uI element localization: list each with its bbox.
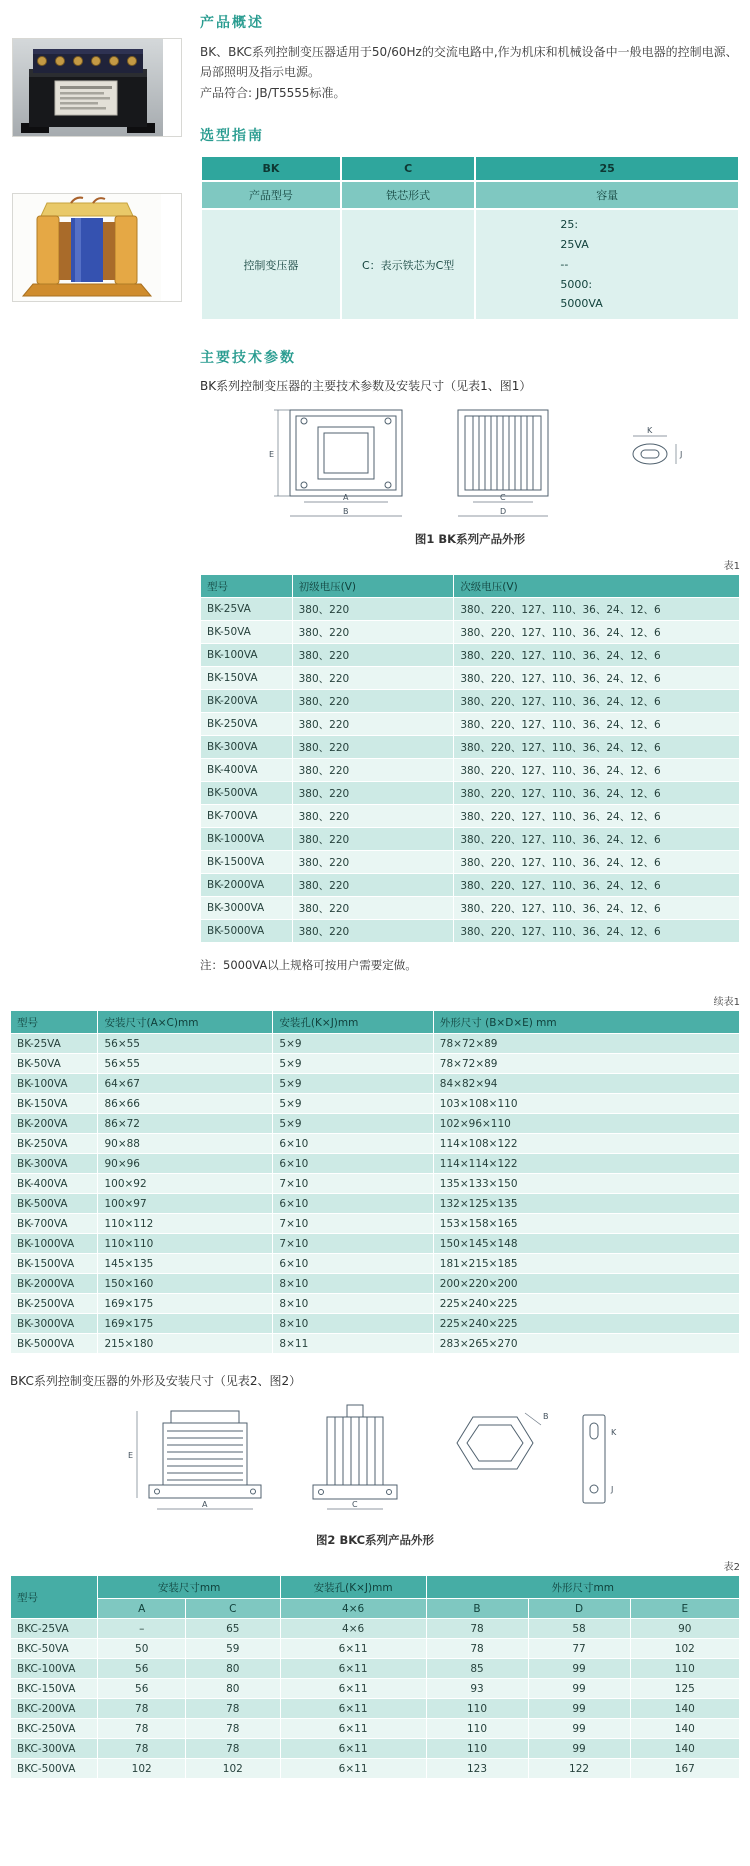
code-25: 25	[475, 156, 739, 181]
dimension-label: E	[128, 1451, 134, 1461]
value-cell: 181×215×185	[433, 1254, 739, 1274]
value-cell: 380、220、127、110、36、24、12、6	[454, 874, 740, 897]
value-cell: 169×175	[98, 1314, 273, 1334]
table-row	[11, 1659, 740, 1679]
value-cell: 380、220、127、110、36、24、12、6	[454, 690, 740, 713]
table-row	[11, 1174, 740, 1194]
subheader-hole: 4×6	[280, 1599, 426, 1619]
value-cell: 380、220、127、110、36、24、12、6	[454, 644, 740, 667]
value-cell: 8×11	[273, 1334, 433, 1354]
model-cell: BKC-200VA	[11, 1699, 98, 1719]
value-cell: 380、220	[292, 920, 454, 943]
value-cell: 6×11	[280, 1679, 426, 1699]
overview-paragraph: BK、BKC系列控制变压器适用于50/60Hz的交流电路中,作为机床和机械设备中一般电器的控制电源、局部照明及指示电源。	[200, 45, 738, 80]
subheader-e: E	[630, 1599, 739, 1619]
value-cell: 380、220、127、110、36、24、12、6	[454, 828, 740, 851]
value-cell: 145×135	[98, 1254, 273, 1274]
value-cell: 167	[630, 1759, 739, 1779]
value-cell: 5×9	[273, 1054, 433, 1074]
value-cell: 380、220	[292, 598, 454, 621]
model-cell: BK-2000VA	[11, 1274, 98, 1294]
table-row	[201, 851, 740, 874]
value-cell: 380、220	[292, 759, 454, 782]
value-cell: 380、220、127、110、36、24、12、6	[454, 782, 740, 805]
table-row	[201, 667, 740, 690]
column-header-mounting-size: 安装尺寸(A×C)mm	[98, 1011, 273, 1034]
table-row	[11, 1274, 740, 1294]
value-cell: 77	[528, 1639, 630, 1659]
selection-detail-row	[201, 209, 739, 320]
continued-table-label: 续表1	[713, 997, 740, 1009]
value-cell: 102×96×110	[433, 1114, 739, 1134]
column-header-mounting-hole: 安装孔(K×J)mm	[273, 1011, 433, 1034]
value-cell: 110	[426, 1739, 528, 1759]
value-cell: 6×11	[280, 1639, 426, 1659]
content-column	[200, 10, 740, 973]
value-cell: 78	[185, 1719, 280, 1739]
product-photo-bk	[12, 38, 182, 137]
value-cell: 90	[630, 1619, 739, 1639]
value-cell: 380、220、127、110、36、24、12、6	[454, 667, 740, 690]
selection-code-row	[201, 156, 739, 181]
subheader-d: D	[528, 1599, 630, 1619]
value-cell: 102	[185, 1759, 280, 1779]
column-header-model: 型号	[201, 575, 293, 598]
capacity-line: 25:	[560, 218, 579, 232]
dimension-label: A	[343, 493, 349, 503]
value-cell: –	[98, 1619, 185, 1639]
table-row	[201, 897, 740, 920]
value-cell: 8×10	[273, 1294, 433, 1314]
model-cell: BK-700VA	[11, 1214, 98, 1234]
value-cell: 80	[185, 1659, 280, 1679]
value-cell: 6×10	[273, 1134, 433, 1154]
value-cell: 380、220	[292, 851, 454, 874]
model-cell: BK-25VA	[201, 598, 293, 621]
value-cell: 78×72×89	[433, 1054, 739, 1074]
table-row	[201, 690, 740, 713]
bk-transformer-photo	[13, 39, 163, 136]
code-bk: BK	[201, 156, 341, 181]
value-cell: 380、220	[292, 828, 454, 851]
value-cell: 380、220	[292, 621, 454, 644]
table-header-row	[11, 1576, 740, 1599]
table-row	[11, 1679, 740, 1699]
dimension-label: B	[343, 507, 349, 517]
column-header-outline-size: 外形尺寸mm	[426, 1576, 740, 1599]
value-cell: 56×55	[98, 1054, 273, 1074]
table-row	[11, 1234, 740, 1254]
value-cell: 225×240×225	[433, 1314, 739, 1334]
value-cell: 6×10	[273, 1154, 433, 1174]
value-cell: 103×108×110	[433, 1094, 739, 1114]
dimensions-table	[10, 1010, 740, 1354]
top-area	[10, 10, 740, 973]
selection-table	[200, 155, 740, 321]
table-row	[201, 805, 740, 828]
value-cell: 78	[185, 1739, 280, 1759]
model-cell: BK-100VA	[11, 1074, 98, 1094]
model-cell: BK-100VA	[201, 644, 293, 667]
value-cell: 380、220、127、110、36、24、12、6	[454, 759, 740, 782]
value-cell: 140	[630, 1719, 739, 1739]
capacity-line: 5000:	[560, 277, 593, 291]
dimension-label: J	[680, 450, 683, 460]
model-cell: BK-2500VA	[11, 1294, 98, 1314]
value-cell: 56×55	[98, 1034, 273, 1054]
value-cell: 380、220、127、110、36、24、12、6	[454, 736, 740, 759]
value-cell: 6×10	[273, 1194, 433, 1214]
value-cell: 5×9	[273, 1094, 433, 1114]
column-header-primary-voltage: 初级电压(V)	[292, 575, 454, 598]
value-cell: 100×92	[98, 1174, 273, 1194]
dimension-label: D	[500, 507, 507, 517]
model-cell: BK-150VA	[11, 1094, 98, 1114]
value-cell: 6×11	[280, 1739, 426, 1759]
value-cell: 90×96	[98, 1154, 273, 1174]
table-row	[11, 1034, 740, 1054]
capacity-line: 5000VA	[560, 297, 603, 311]
value-cell: 5×9	[273, 1114, 433, 1134]
value-cell: 135×133×150	[433, 1174, 739, 1194]
value-cell: 99	[528, 1699, 630, 1719]
overview-heading: 产品概述	[200, 15, 264, 31]
value-cell: 78×72×89	[433, 1034, 739, 1054]
dimension-label: C	[500, 493, 506, 503]
value-cell: 123	[426, 1759, 528, 1779]
model-cell: BK-1500VA	[201, 851, 293, 874]
model-cell: BK-500VA	[201, 782, 293, 805]
value-cell: 380、220、127、110、36、24、12、6	[454, 851, 740, 874]
value-cell: 380、220	[292, 690, 454, 713]
model-cell: BK-25VA	[11, 1034, 98, 1054]
model-cell: BK-5000VA	[201, 920, 293, 943]
value-cell: 200×220×200	[433, 1274, 739, 1294]
table-row	[11, 1619, 740, 1639]
table-row	[11, 1154, 740, 1174]
value-cell: 6×11	[280, 1719, 426, 1739]
model-cell: BK-200VA	[201, 690, 293, 713]
value-cell: 80	[185, 1679, 280, 1699]
value-cell: 380、220	[292, 782, 454, 805]
value-cell: 110×112	[98, 1214, 273, 1234]
value-cell: 114×108×122	[433, 1134, 739, 1154]
table-row	[11, 1719, 740, 1739]
product-photo-column	[10, 10, 200, 973]
value-cell: 78	[98, 1699, 185, 1719]
product-photo-bkc	[12, 193, 182, 302]
dimension-label: B	[543, 1412, 549, 1422]
subheader-a: A	[98, 1599, 185, 1619]
value-cell: 380、220	[292, 713, 454, 736]
value-cell: 64×67	[98, 1074, 273, 1094]
model-cell: BK-50VA	[11, 1054, 98, 1074]
value-cell: 140	[630, 1699, 739, 1719]
dimension-label: K	[611, 1428, 617, 1438]
table-row	[11, 1114, 740, 1134]
bkc-transformer-photo	[13, 194, 161, 301]
model-cell: BK-1500VA	[11, 1254, 98, 1274]
model-cell: BK-1000VA	[201, 828, 293, 851]
value-cell: 110	[426, 1719, 528, 1739]
value-cell: 110	[630, 1659, 739, 1679]
dimension-label: J	[611, 1485, 614, 1495]
table-row	[201, 920, 740, 943]
selection-meaning-row	[201, 181, 739, 209]
value-cell: 90×88	[98, 1134, 273, 1154]
tech-heading: 主要技术参数	[200, 350, 296, 367]
table-row	[11, 1699, 740, 1719]
value-cell: 380、220、127、110、36、24、12、6	[454, 621, 740, 644]
table-row	[11, 1074, 740, 1094]
value-cell: 86×72	[98, 1114, 273, 1134]
figure-2-bkc-outline	[105, 1395, 645, 1529]
table-row	[201, 644, 740, 667]
detail-product: 控制变压器	[201, 209, 341, 320]
table-row	[201, 782, 740, 805]
subheader-b: B	[426, 1599, 528, 1619]
value-cell: 7×10	[273, 1234, 433, 1254]
value-cell: 58	[528, 1619, 630, 1639]
table-row	[201, 874, 740, 897]
model-cell: BK-250VA	[201, 713, 293, 736]
model-cell: BKC-50VA	[11, 1639, 98, 1659]
table-row	[11, 1134, 740, 1154]
table-header-row	[201, 575, 740, 598]
value-cell: 59	[185, 1639, 280, 1659]
value-cell: 78	[426, 1639, 528, 1659]
value-cell: 84×82×94	[433, 1074, 739, 1094]
value-cell: 380、220、127、110、36、24、12、6	[454, 897, 740, 920]
code-c: C	[341, 156, 476, 181]
meaning-model: 产品型号	[201, 181, 341, 209]
custom-order-note: 注：5000VA以上规格可按用户需要定做。	[200, 958, 417, 973]
model-cell: BK-3000VA	[11, 1314, 98, 1334]
value-cell: 6×11	[280, 1699, 426, 1719]
column-header-model: 型号	[11, 1011, 98, 1034]
value-cell: 102	[98, 1759, 185, 1779]
value-cell: 5×9	[273, 1074, 433, 1094]
value-cell: 6×10	[273, 1254, 433, 1274]
table-row	[11, 1194, 740, 1214]
value-cell: 100×97	[98, 1194, 273, 1214]
value-cell: 50	[98, 1639, 185, 1659]
subheader-c: C	[185, 1599, 280, 1619]
tech-intro: BK系列控制变压器的主要技术参数及安装尺寸（见表1、图1）	[200, 379, 532, 394]
value-cell: 110×110	[98, 1234, 273, 1254]
column-header-outline-size: 外形尺寸 (B×D×E) mm	[433, 1011, 739, 1034]
model-cell: BK-2000VA	[201, 874, 293, 897]
capacity-line: --	[560, 257, 569, 271]
value-cell: 125	[630, 1679, 739, 1699]
value-cell: 56	[98, 1679, 185, 1699]
model-cell: BK-700VA	[201, 805, 293, 828]
model-cell: BKC-25VA	[11, 1619, 98, 1639]
value-cell: 380、220、127、110、36、24、12、6	[454, 598, 740, 621]
value-cell: 8×10	[273, 1274, 433, 1294]
capacity-line: 25VA	[560, 237, 589, 251]
table-row	[11, 1759, 740, 1779]
value-cell: 99	[528, 1659, 630, 1679]
column-header-model: 型号	[11, 1576, 98, 1619]
column-header-mounting-hole: 安装孔(K×J)mm	[280, 1576, 426, 1599]
value-cell: 380、220、127、110、36、24、12、6	[454, 805, 740, 828]
table-row	[11, 1214, 740, 1234]
value-cell: 5×9	[273, 1034, 433, 1054]
voltage-table	[200, 574, 740, 943]
value-cell: 122	[528, 1759, 630, 1779]
model-cell: BK-50VA	[201, 621, 293, 644]
selection-heading: 选型指南	[200, 128, 264, 145]
dimension-label: C	[352, 1500, 358, 1510]
value-cell: 380、220	[292, 897, 454, 920]
table-row	[11, 1254, 740, 1274]
value-cell: 99	[528, 1739, 630, 1759]
model-cell: BK-400VA	[201, 759, 293, 782]
value-cell: 132×125×135	[433, 1194, 739, 1214]
table-row	[201, 621, 740, 644]
table-row	[201, 828, 740, 851]
table-subheader-row	[11, 1599, 740, 1619]
value-cell: 78	[426, 1619, 528, 1639]
value-cell: 150×145×148	[433, 1234, 739, 1254]
table-row	[11, 1739, 740, 1759]
standard-line: 产品符合: JB/T5555标准。	[200, 85, 346, 100]
figure-2-caption: 图2 BKC系列产品外形	[315, 1533, 435, 1548]
value-cell: 56	[98, 1659, 185, 1679]
dimension-label: E	[269, 450, 275, 460]
value-cell: 78	[98, 1739, 185, 1759]
table-row	[11, 1294, 740, 1314]
model-cell: BKC-100VA	[11, 1659, 98, 1679]
value-cell: 78	[185, 1699, 280, 1719]
model-cell: BKC-300VA	[11, 1739, 98, 1759]
value-cell: 7×10	[273, 1214, 433, 1234]
model-cell: BK-250VA	[11, 1134, 98, 1154]
value-cell: 7×10	[273, 1174, 433, 1194]
value-cell: 4×6	[280, 1619, 426, 1639]
table-row	[201, 759, 740, 782]
value-cell: 140	[630, 1739, 739, 1759]
model-cell: BK-3000VA	[201, 897, 293, 920]
value-cell: 99	[528, 1719, 630, 1739]
dimension-label: K	[647, 426, 653, 436]
meaning-core: 铁芯形式	[341, 181, 476, 209]
value-cell: 6×11	[280, 1759, 426, 1779]
value-cell: 283×265×270	[433, 1334, 739, 1354]
value-cell: 102	[630, 1639, 739, 1659]
table-row	[201, 598, 740, 621]
table-header-row	[11, 1011, 740, 1034]
table-row	[11, 1054, 740, 1074]
table-1-label: 表1	[723, 561, 740, 573]
dimension-label: A	[202, 1500, 208, 1510]
model-cell: BKC-500VA	[11, 1759, 98, 1779]
figure-1-bk-outline	[230, 400, 710, 528]
value-cell: 380、220	[292, 644, 454, 667]
value-cell: 93	[426, 1679, 528, 1699]
figure-1-caption: 图1 BK系列产品外形	[414, 532, 526, 547]
value-cell: 99	[528, 1679, 630, 1699]
model-cell: BKC-150VA	[11, 1679, 98, 1699]
full-width-area	[10, 993, 740, 1779]
value-cell: 169×175	[98, 1294, 273, 1314]
model-cell: BK-300VA	[11, 1154, 98, 1174]
table-row	[11, 1639, 740, 1659]
value-cell: 380、220、127、110、36、24、12、6	[454, 920, 740, 943]
table-row	[11, 1334, 740, 1354]
value-cell: 380、220	[292, 667, 454, 690]
table-row	[201, 713, 740, 736]
model-cell: BK-150VA	[201, 667, 293, 690]
value-cell: 65	[185, 1619, 280, 1639]
model-cell: BK-300VA	[201, 736, 293, 759]
table-row	[11, 1314, 740, 1334]
value-cell: 110	[426, 1699, 528, 1719]
meaning-capacity: 容量	[475, 181, 739, 209]
bkc-dimensions-table	[10, 1575, 740, 1779]
model-cell: BK-400VA	[11, 1174, 98, 1194]
value-cell: 380、220	[292, 805, 454, 828]
detail-capacity	[475, 209, 739, 320]
detail-core: C：表示铁芯为C型	[341, 209, 476, 320]
value-cell: 380、220	[292, 736, 454, 759]
value-cell: 380、220、127、110、36、24、12、6	[454, 713, 740, 736]
bkc-intro: BKC系列控制变压器的外形及安装尺寸（见表2、图2）	[10, 1374, 302, 1389]
model-cell: BK-200VA	[11, 1114, 98, 1134]
model-cell: BK-1000VA	[11, 1234, 98, 1254]
model-cell: BK-500VA	[11, 1194, 98, 1214]
value-cell: 6×11	[280, 1659, 426, 1679]
table-2-label: 表2	[723, 1562, 740, 1574]
model-cell: BKC-250VA	[11, 1719, 98, 1739]
value-cell: 86×66	[98, 1094, 273, 1114]
table-row	[201, 736, 740, 759]
value-cell: 114×114×122	[433, 1154, 739, 1174]
value-cell: 380、220	[292, 874, 454, 897]
value-cell: 150×160	[98, 1274, 273, 1294]
value-cell: 85	[426, 1659, 528, 1679]
table-row	[11, 1094, 740, 1114]
model-cell: BK-5000VA	[11, 1334, 98, 1354]
value-cell: 78	[98, 1719, 185, 1739]
value-cell: 8×10	[273, 1314, 433, 1334]
value-cell: 215×180	[98, 1334, 273, 1354]
value-cell: 153×158×165	[433, 1214, 739, 1234]
value-cell: 225×240×225	[433, 1294, 739, 1314]
column-header-mounting-size: 安装尺寸mm	[98, 1576, 280, 1599]
column-header-secondary-voltage: 次级电压(V)	[454, 575, 740, 598]
